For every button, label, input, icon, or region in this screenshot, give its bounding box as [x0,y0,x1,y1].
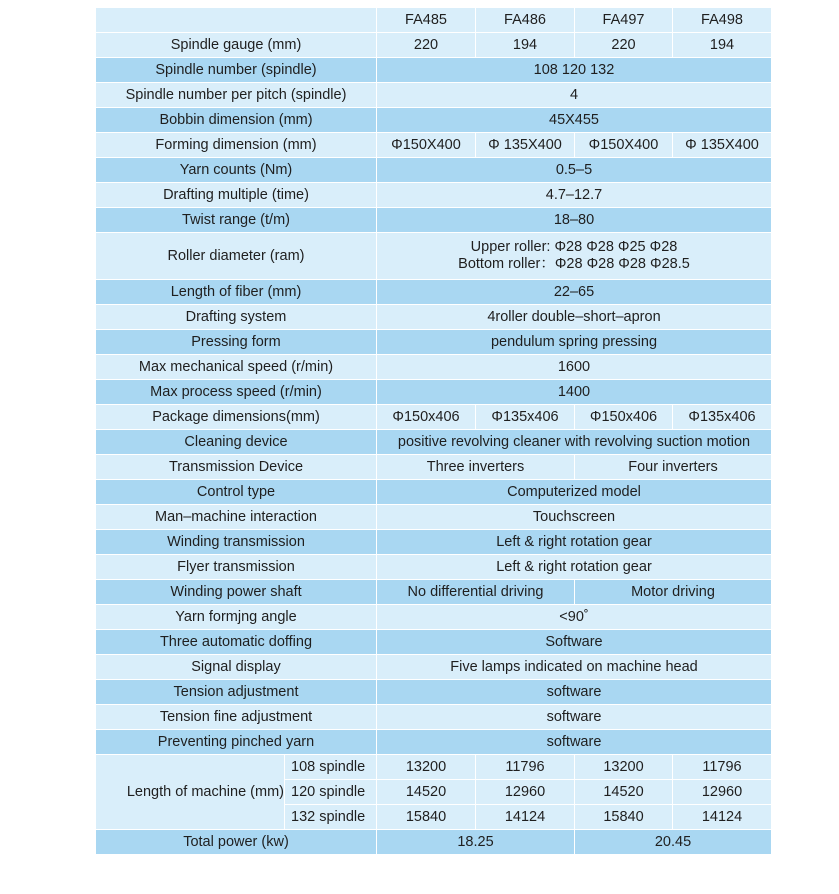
model-header: FA486 [476,8,575,33]
table-row [96,580,772,605]
cell-value: pendulum spring pressing [377,330,772,355]
cell-value: 194 [476,33,575,58]
cell-value: 11796 [476,755,575,780]
table-row [96,133,772,158]
row-label: Cleaning device [96,430,377,455]
sub-row-label: 108 spindle [285,755,377,780]
row-label: Control type [96,480,377,505]
cell-value: software [377,730,772,755]
cell-value: software [377,680,772,705]
row-label: Drafting multiple (time) [96,183,377,208]
row-label: Winding power shaft [96,580,377,605]
row-label: Yarn formjng angle [96,605,377,630]
cell-value: Motor driving [575,580,772,605]
row-label: Tension fine adjustment [96,705,377,730]
table-row [96,305,772,330]
cell-value: Three inverters [377,455,575,480]
cell-value: 14124 [673,805,772,830]
row-label: Preventing pinched yarn [96,730,377,755]
cell-value: <90˚ [377,605,772,630]
cell-value: Left & right rotation gear [377,530,772,555]
table-row [96,405,772,430]
cell-value: Touchscreen [377,505,772,530]
cell-value: 22–65 [377,280,772,305]
cell-value: 13200 [575,755,673,780]
table-row [96,208,772,233]
cell-value [377,233,772,280]
table-row [96,430,772,455]
cell-value: 108 120 132 [377,58,772,83]
cell-value: 12960 [476,780,575,805]
cell-value: 15840 [575,805,673,830]
row-label: Bobbin dimension (mm) [96,108,377,133]
row-label: Pressing form [96,330,377,355]
table-row [96,280,772,305]
row-label: Max mechanical speed (r/min) [96,355,377,380]
row-label: Winding transmission [96,530,377,555]
row-label: Tension adjustment [96,680,377,705]
row-label: Drafting system [96,305,377,330]
cell-value: 1600 [377,355,772,380]
table-row [96,530,772,555]
cell-value: Φ 135X400 [476,133,575,158]
table-row [96,555,772,580]
table-row [96,455,772,480]
cell-value: Φ150X400 [575,133,673,158]
table-row [96,830,772,855]
table-row [96,233,772,280]
row-label: Flyer transmission [96,555,377,580]
cell-value: 13200 [377,755,476,780]
cell-value: No differential driving [377,580,575,605]
row-label: Yarn counts (Nm) [96,158,377,183]
cell-value: 220 [377,33,476,58]
row-label: Max process speed (r/min) [96,380,377,405]
spec-table [95,7,772,855]
model-header: FA498 [673,8,772,33]
row-label: Twist range (t/m) [96,208,377,233]
table-row [96,355,772,380]
sub-row-label: 132 spindle [285,805,377,830]
cell-value: 194 [673,33,772,58]
cell-value: 14520 [377,780,476,805]
row-label: Man–machine interaction [96,505,377,530]
table-row [96,605,772,630]
cell-value: 20.45 [575,830,772,855]
bottom-roller-text: Bottom roller：Φ28 Φ28 Φ28 Φ28.5 [458,256,690,272]
row-label: Length of machine (mm) [96,755,285,830]
table-row [96,183,772,208]
cell-value: 220 [575,33,673,58]
cell-value: Φ135x406 [673,405,772,430]
row-label: Package dimensions(mm) [96,405,377,430]
table-row [96,755,772,780]
table-row [96,705,772,730]
header-row [96,8,772,33]
cell-value: Φ150x406 [377,405,476,430]
row-label: Roller diameter (ram) [96,233,377,280]
table-row [96,330,772,355]
table-row [96,730,772,755]
cell-value: 45X455 [377,108,772,133]
cell-value: 12960 [673,780,772,805]
cell-value: Computerized model [377,480,772,505]
model-header: FA497 [575,8,673,33]
row-label: Spindle number (spindle) [96,58,377,83]
table-row [96,108,772,133]
row-label: Spindle gauge (mm) [96,33,377,58]
row-label: Signal display [96,655,377,680]
cell-value: 4 [377,83,772,108]
cell-value: 14124 [476,805,575,830]
cell-value: 11796 [673,755,772,780]
row-label: Length of fiber (mm) [96,280,377,305]
row-label: Three automatic doffing [96,630,377,655]
cell-value: positive revolving cleaner with revolving suction motion [377,430,772,455]
cell-value: 1400 [377,380,772,405]
row-label: Total power (kw) [96,830,377,855]
model-header: FA485 [377,8,476,33]
table-row [96,655,772,680]
cell-value: 15840 [377,805,476,830]
table-row [96,33,772,58]
cell-value: Φ150x406 [575,405,673,430]
cell-value: software [377,705,772,730]
cell-value: Five lamps indicated on machine head [377,655,772,680]
cell-value: 14520 [575,780,673,805]
cell-value: Φ150X400 [377,133,476,158]
header-blank-cell [96,8,377,33]
table-row [96,505,772,530]
cell-value: 0.5–5 [377,158,772,183]
table-row [96,480,772,505]
row-label: Spindle number per pitch (spindle) [96,83,377,108]
cell-value: Φ 135X400 [673,133,772,158]
table-row [96,680,772,705]
cell-value: Φ135x406 [476,405,575,430]
cell-value: 18–80 [377,208,772,233]
row-label: Forming dimension (mm) [96,133,377,158]
cell-value: 18.25 [377,830,575,855]
cell-value: 4.7–12.7 [377,183,772,208]
table-row [96,380,772,405]
cell-value: Four inverters [575,455,772,480]
cell-value: Software [377,630,772,655]
row-label: Transmission Device [96,455,377,480]
cell-value: 4roller double–short–apron [377,305,772,330]
table-row [96,630,772,655]
sub-row-label: 120 spindle [285,780,377,805]
table-row [96,158,772,183]
table-row [96,58,772,83]
upper-roller-text: Upper roller: Φ28 Φ28 Φ25 Φ28 [470,239,678,255]
cell-value: Left & right rotation gear [377,555,772,580]
table-row [96,83,772,108]
